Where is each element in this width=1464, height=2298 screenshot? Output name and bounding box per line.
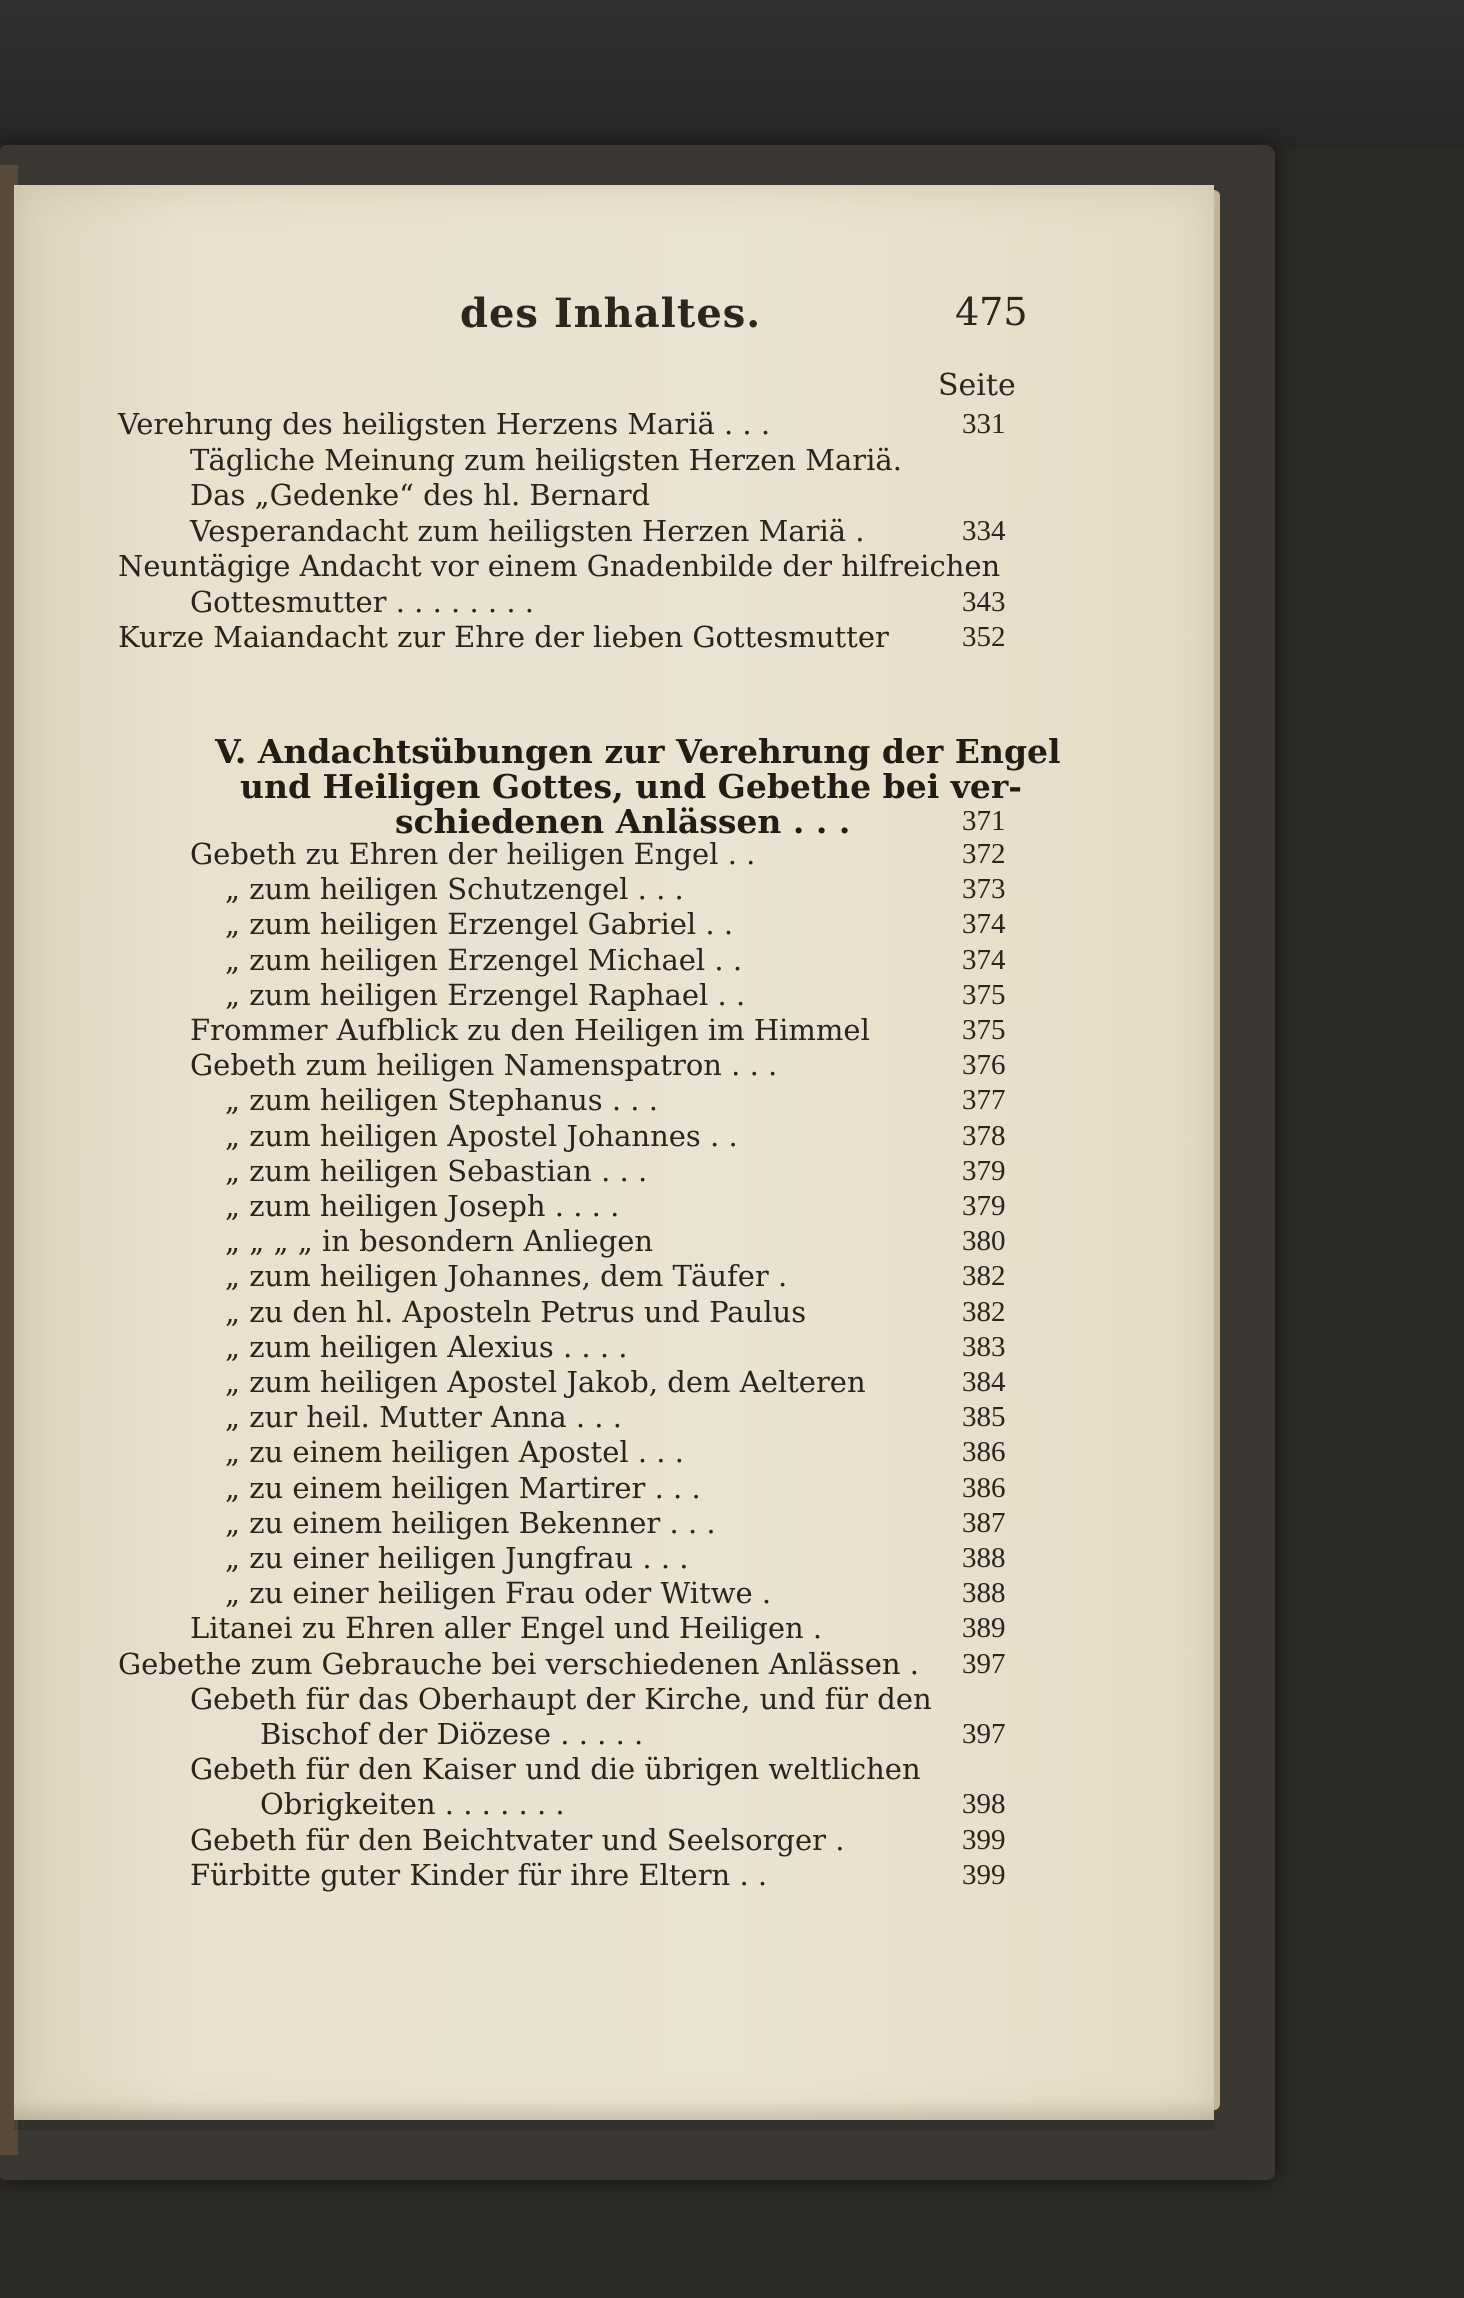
toc-entry-page: 373 — [962, 873, 1006, 906]
toc-entry-text: „ zum heiligen Stephanus . . . — [225, 1083, 658, 1118]
toc-entry-text: „ zum heiligen Sebastian . . . — [225, 1153, 648, 1188]
toc-entry-page: 375 — [962, 978, 1006, 1011]
toc-entry-text: Litanei zu Ehren aller Engel und Heiligen . — [190, 1611, 823, 1646]
toc-entry-text: „ „ „ „ in besondern Anliegen — [225, 1224, 654, 1259]
toc-entry-text: „ zum heiligen Erzengel Raphael . . — [225, 977, 746, 1012]
toc-entry-page: 382 — [962, 1260, 1006, 1293]
toc-entry-text: „ zum heiligen Joseph . . . . — [225, 1189, 620, 1223]
toc-entry-page: 331 — [962, 408, 1006, 440]
toc-entry-page: 380 — [962, 1225, 1006, 1258]
toc-entry-text: Gebeth für den Kaiser und die übrigen weltlichen — [190, 1752, 921, 1787]
toc-entry-text: Gebeth für den Beichtvater und Seelsorger . — [190, 1822, 845, 1857]
section-heading-page: 371 — [962, 805, 1006, 837]
toc-entry-page: 375 — [962, 1014, 1006, 1046]
toc-entry-text: „ zum heiligen Alexius . . . . — [225, 1329, 628, 1364]
toc-entry-page: 376 — [962, 1049, 1006, 1082]
background — [0, 0, 1464, 150]
toc-entry-page: 387 — [962, 1506, 1006, 1539]
toc-entry-text: „ zum heiligen Apostel Johannes . . — [225, 1118, 738, 1153]
toc-entry-page: 385 — [962, 1401, 1006, 1434]
toc-entry-text: Obrigkeiten . . . . . . . — [260, 1787, 565, 1822]
toc-entry-text: „ zum heiligen Erzengel Gabriel . . — [225, 907, 734, 942]
toc-entry-page: 377 — [962, 1084, 1006, 1117]
toc-entry-page: 386 — [962, 1436, 1006, 1469]
toc-entry-page: 383 — [962, 1330, 1006, 1363]
toc-entry-page: 352 — [962, 621, 1006, 653]
toc-entry-text: „ zu einem heiligen Apostel . . . — [225, 1435, 684, 1470]
toc-entry-text: Bischof der Diözese . . . . . — [260, 1717, 644, 1751]
toc-entry-page: 374 — [962, 908, 1006, 941]
toc-entry-text: „ zu einem heiligen Martirer . . . — [225, 1470, 701, 1505]
toc-entry-text: Gebeth zu Ehren der heiligen Engel . . — [190, 837, 756, 871]
toc-entry-page: 397 — [962, 1718, 1006, 1750]
toc-entry-text: Gebeth für das Oberhaupt der Kirche, und für den — [190, 1681, 932, 1716]
toc-entry-page: 388 — [962, 1577, 1006, 1610]
toc-entry-page: 343 — [962, 585, 1006, 618]
section-heading-line1: V. Andachtsübungen zur Verehrung der Engel — [215, 732, 1061, 771]
toc-entry-page: 384 — [962, 1366, 1006, 1398]
toc-entry-page: 379 — [962, 1190, 1006, 1222]
toc-entry-text: „ zu einem heiligen Bekenner . . . — [225, 1505, 716, 1540]
toc-entry-text: „ zum heiligen Schutzengel . . . — [225, 872, 684, 907]
toc-entry-text: „ zu einer heiligen Frau oder Witwe . — [225, 1576, 772, 1611]
toc-entry-page: 382 — [962, 1295, 1006, 1328]
page-number: 475 — [955, 290, 1028, 334]
toc-entry-page: 397 — [962, 1647, 1006, 1680]
toc-entry-page: 398 — [962, 1788, 1006, 1821]
toc-entry-page: 386 — [962, 1471, 1006, 1504]
toc-entry-page: 389 — [962, 1612, 1006, 1645]
page-shadow — [14, 2100, 1214, 2130]
toc-entry-text: „ zu den hl. Aposteln Petrus und Paulus — [225, 1294, 807, 1329]
toc-entry-page: 378 — [962, 1119, 1006, 1152]
toc-entry-text: Gebethe zum Gebrauche bei verschiedenen Anlässen . — [118, 1646, 920, 1681]
toc-entry-text: Verehrung des heiligsten Herzens Mariä . . . — [118, 407, 771, 441]
toc-entry-text: Fürbitte guter Kinder für ihre Eltern . . — [190, 1857, 768, 1892]
toc-entry-text: Gottesmutter . . . . . . . . — [190, 584, 534, 619]
toc-entry-page: 374 — [962, 943, 1006, 976]
toc-entry-text: „ zur heil. Mutter Anna . . . — [225, 1400, 622, 1435]
toc-entry-text: „ zu einer heiligen Jungfrau . . . — [225, 1541, 689, 1575]
toc-entry-text: Kurze Maiandacht zur Ehre der lieben Gottesmutter — [118, 620, 889, 654]
toc-entry-page: 399 — [962, 1858, 1006, 1891]
toc-entry-page: 399 — [962, 1823, 1006, 1856]
toc-entry-text: Das „Gedenke“ des hl. Bernard — [190, 478, 651, 512]
toc-entry-page: 372 — [962, 838, 1006, 870]
toc-entry-text: Neuntägige Andacht vor einem Gnadenbilde der hilfreichen — [118, 549, 1001, 583]
toc-entry-text: „ zum heiligen Johannes, dem Täufer . — [225, 1259, 788, 1294]
toc-entry-text: Vesperandacht zum heiligsten Herzen Mariä . — [190, 513, 865, 548]
section-heading-line2: und Heiligen Gottes, und Gebethe bei ver- — [240, 767, 1022, 806]
toc-entry-text: „ zum heiligen Erzengel Michael . . — [225, 942, 743, 977]
running-head: des Inhaltes. — [460, 290, 762, 337]
toc-entry-text: Gebeth zum heiligen Namenspatron . . . — [190, 1048, 778, 1083]
section-heading-line3: schiedenen Anlässen . . . — [395, 802, 851, 841]
toc-entry-page: 388 — [962, 1542, 1006, 1574]
toc-entry-text: „ zum heiligen Apostel Jakob, dem Aelteren — [225, 1365, 866, 1399]
toc-entry-page: 334 — [962, 514, 1006, 547]
toc-entry-page: 379 — [962, 1154, 1006, 1187]
toc-entry-text: Tägliche Meinung zum heiligsten Herzen Mariä. — [190, 442, 902, 477]
seite-label: Seite — [938, 368, 1016, 403]
toc-entry-text: Frommer Aufblick zu den Heiligen im Himmel — [190, 1013, 870, 1047]
